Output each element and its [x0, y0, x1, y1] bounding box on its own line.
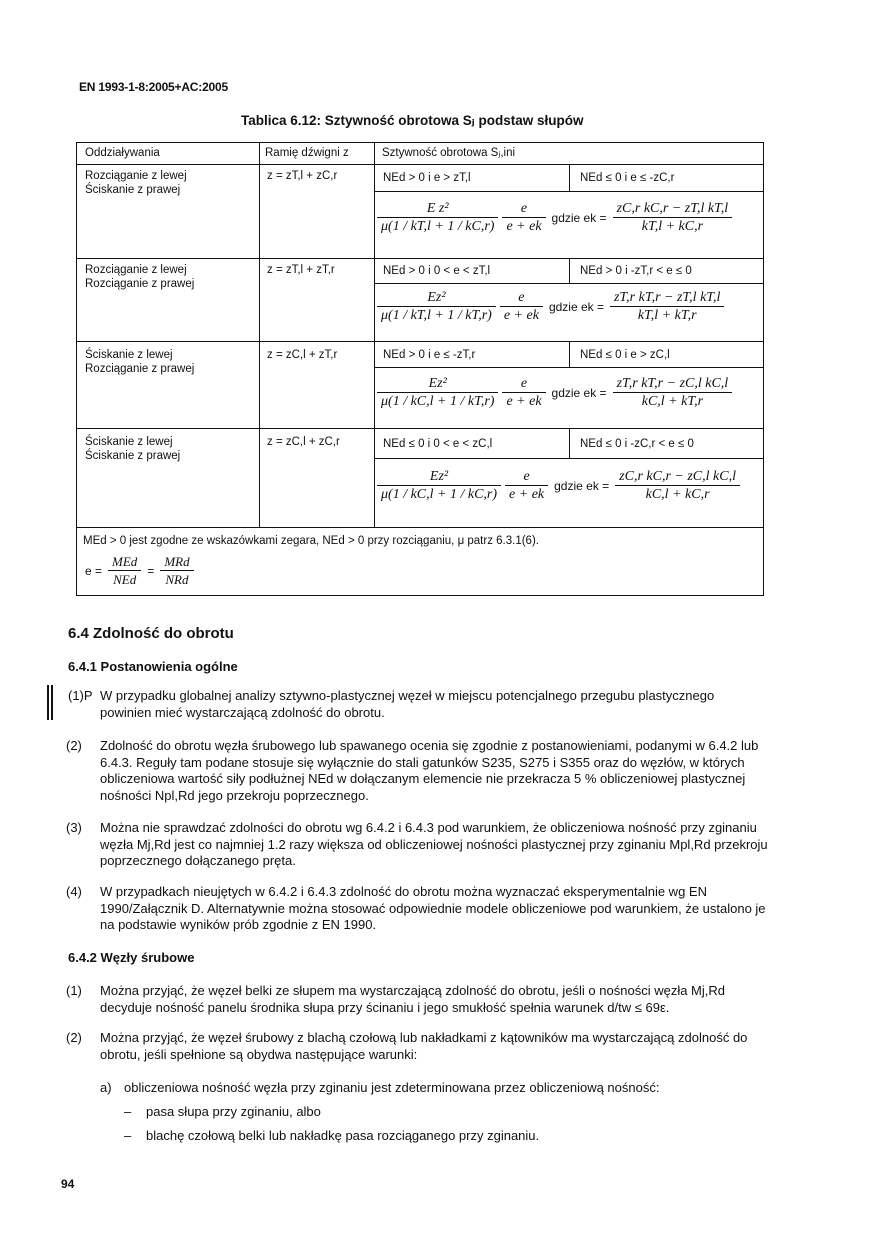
action-line: Rozciąganie z prawej [85, 363, 195, 375]
row4-lever: z = zC,l + zC,r [267, 436, 340, 448]
section-6-4-2-heading: 6.4.2 Węzły śrubowe [68, 950, 195, 965]
formula-e-num: e [505, 468, 548, 486]
row2-cond-left: NEd > 0 i 0 < e < zT,l [383, 265, 491, 277]
ek-denominator: kC,l + kT,r [641, 394, 704, 409]
action-line: Rozciąganie z prawej [85, 278, 195, 290]
list-text: obliczeniowa nośność węzła przy zginaniu jest zdeterminowana przez obliczeniową nośność: [124, 1080, 660, 1095]
formula-denominator: μ(1 / kC,l + 1 / kC,r) [381, 487, 498, 502]
cond-rule [374, 191, 763, 192]
formula-e-den: e + ek [509, 487, 545, 502]
row1-cond-left: NEd > 0 i e > zT,l [383, 172, 471, 184]
row3-lever: z = zC,l + zT,r [267, 349, 338, 361]
document-header: EN 1993-1-8:2005+AC:2005 [79, 80, 228, 94]
para-number: (2) [66, 1030, 82, 1045]
equals-sign: = [147, 563, 155, 578]
table-rule [77, 258, 763, 259]
e-definition [83, 553, 194, 588]
formula-e-num: e [500, 289, 543, 307]
action-line: Rozciąganie z lewej [85, 264, 187, 276]
para-text: Zdolność do obrotu węzła śrubowego lub spawanego ocenia się zgodnie z postanowieniami, podanymi w 6.4.2 lub 6.4.3. Reguły tam podane stosuje się wyłącznie do stali gatunków S235, S275 i S355 oraz do węzłów, w których obliczeniowa wartość siły podłużnej NEd w dołączanym elemencie nie przekracza 5 % obliczeniowej plastycznej nośności Npl,Rd jego przekroju poprzecznego. [100, 738, 759, 803]
para-number: (2) [66, 738, 82, 753]
row4-action [85, 435, 180, 463]
ek-denominator: kC,l + kC,r [645, 487, 710, 502]
row3-cond-left: NEd > 0 i e ≤ -zT,r [383, 349, 476, 361]
formula-e-num: e [502, 200, 545, 218]
table-col-divider [259, 143, 260, 527]
list-label: a) [100, 1080, 112, 1095]
table-rule [77, 164, 763, 165]
cond-divider [569, 258, 570, 283]
formula-denominator: μ(1 / kT,l + 1 / kT,r) [381, 308, 492, 323]
ek-numerator: zC,r kC,r − zC,l kC,l [615, 468, 740, 486]
para-text: W przypadkach nieujętych w 6.4.2 i 6.4.3 zdolność do obrotu można wyznaczać eksperymentalnie wg EN 1990/Załącznik D. Alternatywnie można stosować odpowiednie modele obliczeniowe pod warunkiem, że ustalono je na podstawie wyników prób zgodnie z EN 1990. [100, 884, 766, 932]
para-number: (1)P [68, 688, 93, 703]
para-number: (4) [66, 884, 82, 899]
cond-divider [569, 428, 570, 458]
dash-item: pasa słupa przy zginaniu, albo [146, 1104, 321, 1119]
cond-rule [374, 367, 763, 368]
cond-divider [569, 164, 570, 191]
row1-cond-right: NEd ≤ 0 i e ≤ -zC,r [580, 172, 675, 184]
cond-rule [374, 458, 763, 459]
row1-formula [377, 200, 732, 235]
action-line: Ściskanie z prawej [85, 450, 181, 462]
table-rule [77, 527, 763, 528]
table-caption: Tablica 6.12: Sztywność obrotowa Sⱼ podstaw słupów [241, 113, 584, 128]
formula-numerator: Ez² [377, 468, 501, 486]
col-header-stiffness: Sztywność obrotowa Sⱼ,ini [382, 147, 516, 159]
section-6-4-heading: 6.4 Zdolność do obrotu [68, 625, 234, 642]
row2-lever: z = zT,l + zT,r [267, 264, 335, 276]
section-6-4-1-heading: 6.4.1 Postanowienia ogólne [68, 659, 238, 674]
action-line: Ściskanie z lewej [85, 436, 173, 448]
action-line: Rozciąganie z lewej [85, 170, 187, 182]
para-text: Można nie sprawdzać zdolności do obrotu wg 6.4.2 i 6.4.3 pod warunkiem, że obliczeniowa nośność przy zginaniu węzła Mj,Rd jest co najmniej 1.2 razy większa od obliczeniowej nośności plastycznej przy zginaniu Mpl,Rd przekroju poprzecznego dołączanego pręta. [100, 820, 768, 868]
formula-numerator: Ez² [377, 375, 498, 393]
dash-bullet: – [124, 1128, 132, 1143]
n-rd: NRd [165, 572, 189, 587]
page-number: 94 [61, 1177, 75, 1191]
gdzie-label: gdzie ek = [551, 210, 607, 225]
row1-action [85, 169, 187, 197]
row4-cond-right: NEd ≤ 0 i -zC,r < e ≤ 0 [580, 438, 694, 450]
m-rd: MRd [160, 553, 193, 571]
formula-e-den: e + ek [506, 394, 542, 409]
rotational-stiffness-table [76, 142, 764, 596]
row4-formula [377, 468, 740, 503]
ek-numerator: zT,r kT,r − zC,l kC,l [613, 375, 733, 393]
dash-bullet: – [124, 1104, 132, 1119]
para-text: Można przyjąć, że węzeł belki ze słupem ma wystarczającą zdolność do obrotu, jeśli o nośności węzła Mj,Rd decyduje nośność panelu środnika słupa przy ścinaniu i jego smukłość spełnia warunek d/tw ≤ 69ε. [100, 983, 725, 1015]
change-bar [47, 685, 49, 720]
row4-cond-left: NEd ≤ 0 i 0 < e < zC,l [383, 438, 493, 450]
n-ed: NEd [113, 572, 137, 587]
row3-action [85, 348, 194, 376]
gdzie-label: gdzie ek = [551, 385, 607, 400]
row2-formula [377, 289, 724, 324]
formula-e-num: e [502, 375, 545, 393]
para-text: Można przyjąć, że węzeł śrubowy z blachą czołową lub nakładkami z kątowników ma wystarczającą zdolność do obrotu, jeśli spełnione są obydwa następujące warunki: [100, 1030, 748, 1062]
formula-e-den: e + ek [503, 308, 539, 323]
ek-numerator: zC,r kC,r − zT,l kT,l [613, 200, 733, 218]
col-header-actions: Oddziaływania [85, 147, 160, 159]
table-rule [77, 341, 763, 342]
col-header-lever: Ramię dźwigni z [265, 147, 349, 159]
action-line: Ściskanie z lewej [85, 349, 173, 361]
para-number: (1) [66, 983, 82, 998]
cond-rule [374, 283, 763, 284]
e-lhs: e = [85, 563, 103, 578]
formula-denominator: μ(1 / kC,l + 1 / kT,r) [381, 394, 495, 409]
para-text: W przypadku globalnej analizy sztywno-plastycznej węzeł w miejscu potencjalnego przegubu plastycznego powinien mieć wystarczającą zdolność do obrotu. [100, 688, 715, 720]
action-line: Ściskanie z prawej [85, 184, 181, 196]
row2-action [85, 263, 194, 291]
row3-formula [377, 375, 732, 410]
formula-e-den: e + ek [506, 219, 542, 234]
ek-numerator: zT,r kT,r − zT,l kT,l [610, 289, 724, 307]
row2-cond-right: NEd > 0 i -zT,r < e ≤ 0 [580, 265, 692, 277]
row3-cond-right: NEd ≤ 0 i e > zC,l [580, 349, 670, 361]
change-bar [51, 685, 53, 720]
gdzie-label: gdzie ek = [554, 478, 610, 493]
table-col-divider [374, 143, 375, 527]
formula-denominator: μ(1 / kT,l + 1 / kC,r) [381, 219, 495, 234]
m-ed: MEd [108, 553, 141, 571]
formula-numerator: E z² [377, 200, 498, 218]
table-footnote: MEd > 0 jest zgodne ze wskazówkami zegara, NEd > 0 przy rozciąganiu, μ patrz 6.3.1(6). [83, 535, 539, 547]
formula-numerator: Ez² [377, 289, 496, 307]
ek-denominator: kT,l + kC,r [641, 219, 704, 234]
dash-item: blachę czołową belki lub nakładkę pasa rozciąganego przy zginaniu. [146, 1128, 540, 1143]
row1-lever: z = zT,l + zC,r [267, 170, 338, 182]
para-number: (3) [66, 820, 82, 835]
table-rule [77, 428, 763, 429]
cond-divider [569, 341, 570, 367]
ek-denominator: kT,l + kT,r [637, 308, 697, 323]
gdzie-label: gdzie ek = [548, 299, 604, 314]
